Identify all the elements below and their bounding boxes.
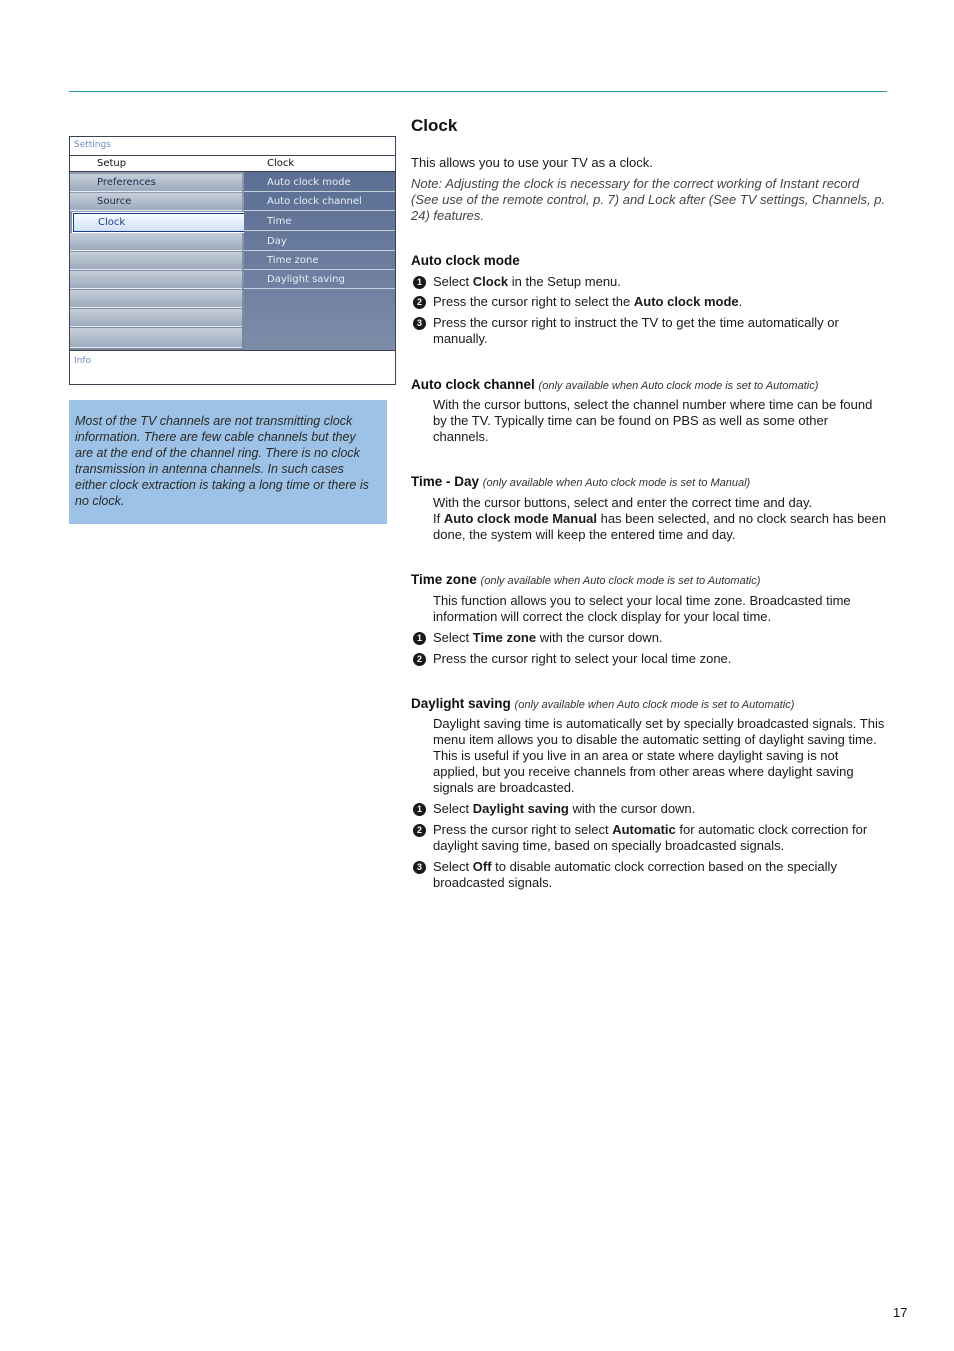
heading-daylight-saving: Daylight saving (only available when Auto clock mode is set to Automatic) xyxy=(411,696,795,711)
submenu-item-time[interactable]: Time xyxy=(244,213,395,231)
submenu-item-auto-clock-mode[interactable]: Auto clock mode xyxy=(244,174,395,192)
body-time-day: With the cursor buttons, select and enter the correct time and day. If Auto clock mode Manual has been selected, and no clock search has been done, the system will keep the entered time and day. xyxy=(433,495,887,542)
menu-info-bar xyxy=(70,350,395,384)
heading-time-zone: Time zone (only available when Auto clock mode is set to Automatic) xyxy=(411,572,761,587)
menu-body xyxy=(70,172,395,350)
menu-item-empty xyxy=(70,271,242,289)
menu-right-column xyxy=(244,172,395,350)
menu-title: Settings xyxy=(74,140,111,150)
menu-item-empty xyxy=(70,290,242,308)
heading-time-day: Time - Day (only available when Auto clock mode is set to Manual) xyxy=(411,474,751,489)
heading-auto-clock-mode: Auto clock mode xyxy=(411,253,520,268)
top-rule xyxy=(69,91,887,92)
intro-note: Note: Adjusting the clock is necessary for the correct working of Instant record (See use of the remote control, p. 7) and Lock after (See TV settings, Channels, p. 24) features. xyxy=(411,176,886,223)
body-daylight-saving: Daylight saving time is automatically set by specially broadcasted signals. This menu item allows you to disable the automatic setting of daylight saving time. This is useful if you live in an area or state where daylight saving is not applied, but you receive channels from other areas where daylight saving signals are broadcasted. xyxy=(433,716,885,795)
intro-text: This allows you to use your TV as a clock. xyxy=(411,155,653,170)
submenu-item-daylight-saving[interactable]: Daylight saving xyxy=(244,271,395,289)
body-auto-clock-channel: With the cursor buttons, select the channel number where time can be found by the TV. Typically time can be found on PBS as well as some other channels. xyxy=(433,397,873,444)
menu-item-source[interactable]: Source xyxy=(70,193,242,211)
menu-item-empty xyxy=(70,233,242,251)
menu-item-empty xyxy=(70,309,242,327)
submenu-item-time-zone[interactable]: Time zone xyxy=(244,252,395,270)
submenu-item-auto-clock-channel[interactable]: Auto clock channel xyxy=(244,193,395,211)
menu-item-empty xyxy=(70,252,242,270)
menu-left-column xyxy=(70,172,244,350)
menu-header xyxy=(70,155,395,172)
menu-item-preferences[interactable]: Preferences xyxy=(70,174,242,192)
submenu-item-day[interactable]: Day xyxy=(244,233,395,251)
menu-info-label: Info xyxy=(74,356,92,366)
heading-auto-clock-channel: Auto clock channel (only available when Auto clock mode is set to Automatic) xyxy=(411,377,819,392)
page-number: 17 xyxy=(893,1305,908,1320)
menu-header-setup: Setup xyxy=(97,158,127,169)
body-time-zone: This function allows you to select your local time zone. Broadcasted time information will correct the clock display for your local time. xyxy=(433,593,851,624)
section-title: Clock xyxy=(411,116,458,135)
settings-menu-screenshot xyxy=(69,136,396,385)
menu-item-empty xyxy=(70,328,242,348)
menu-header-clock: Clock xyxy=(267,158,295,169)
menu-item-clock-selected[interactable]: Clock xyxy=(73,213,245,232)
note-box: Most of the TV channels are not transmitting clock information. There are few cable channels but they are at the end of the channel ring. There is no clock transmission in antenna channels. In such cases either clock extraction is taking a long time or there is no clock. xyxy=(69,400,387,524)
